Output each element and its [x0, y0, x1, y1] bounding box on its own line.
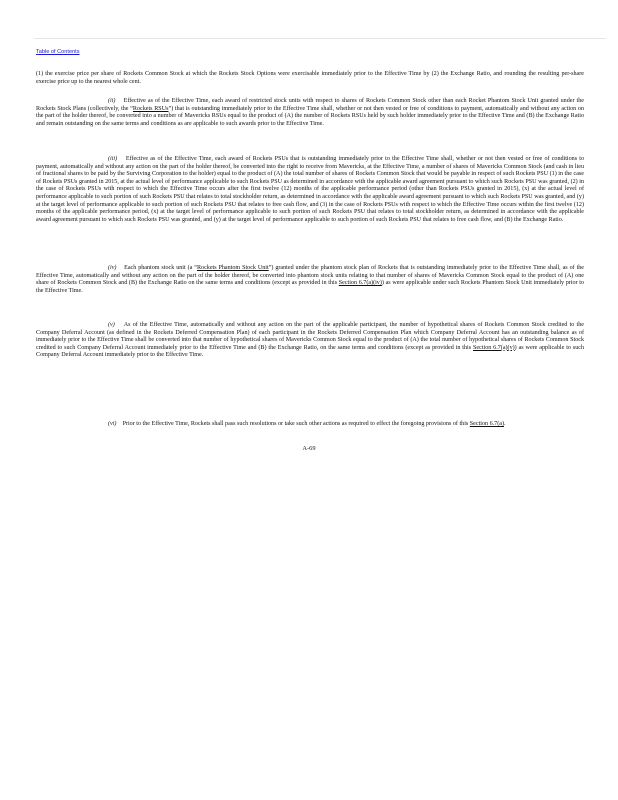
paragraph-text: Each phantom stock unit (a “ [124, 265, 197, 271]
paragraph-text: Prior to the Effective Time, Rockets shall pass such resolutions or take such other actions as required to effect the foregoing provisions of this [122, 421, 469, 427]
clause-number: (vi) [108, 421, 117, 427]
section-reference-link[interactable]: Section 6.7(a)(iv) [338, 280, 382, 287]
clause-number: (iv) [108, 265, 117, 271]
clause-number: (v) [108, 322, 115, 328]
page-number: A-69 [302, 445, 316, 452]
table-of-contents-link[interactable]: Table of Contents [36, 49, 80, 55]
paragraph-text: ”) that is outstanding immediately prior to the Effective Time shall, whether or not then vested or free of conditions to payment, automatically and without any action on the part of the holder thereof, be converted into a number of Mavericks RSUs equal to the product of (A) the number of Rockets RSUs held by such holder immediately prior to the Effective Time and (B) the Exchange Ratio and remain outstanding on the same terms and conditions as are applicable to such awards prior to the Effective Time. [36, 105, 584, 127]
paragraph-deferred-compensation [36, 322, 584, 360]
paragraph-text: Effective as of the Effective Time, each award of restricted stock units with respect to shares of Rockets Common Stock other than each Rocket Phantom Stock Unit granted under the Rockets Stock Plans (collectively, the “ [36, 98, 584, 112]
paragraph-rockets-psus [36, 156, 584, 224]
paragraph-text: As of the Effective Time, automatically and without any action on the part of the applicable participant, the number of hypothetical shares of Rockets Common Stock credited to the Company Deferral Account (as defined in the Rockets Deferred Compensation Plan) of each participant in the Rockets Deferred Compensation Plan which Company Deferral Account has an outstanding balance as of immediately prior to the Effective Time shall be converted into that number of hypothetical shares of Mavericks Common Stock equal to the product of (A) the total number of hypothetical shares of Rockets Common Stock credited to such Company Deferral Account immediately prior to the Effective Time and (B) the Exchange Ratio, on the same terms and conditions (except as provided in this [36, 322, 585, 351]
clause-number: (ii) [108, 98, 116, 104]
paragraph-resolutions [36, 421, 584, 429]
paragraph-text: . [503, 421, 506, 427]
paragraph-exercise-price [36, 71, 584, 86]
paragraph-text: ”) granted under the phantom stock plan of Rockets that is outstanding immediately prior to the Effective Time shall, as of the Effective Time, automatically and without any action on the part of the holder thereof, be converted into phantom stock units relating to that number of shares of Mavericks Common Stock equal to the product of (A) one share of Rockets Common Stock and (B) the Exchange Ratio on the same terms and conditions (except as provided in this [36, 265, 585, 287]
defined-term: Rockets Phantom Stock Unit [196, 265, 269, 271]
header-rule [34, 38, 606, 39]
section-reference-link[interactable]: Section 6.7(a)(v) [473, 344, 515, 351]
paragraph-text: ) as were applicable to such Company Deferral Account immediately prior to the Effective Time. [36, 344, 584, 359]
paragraph-text: Effective as of the Effective Time, each award of Rockets PSUs that is outstanding immediately prior to the Effective Time shall, whether or not then vested or free of conditions to payment, automatically and without any action on the part of the holder thereof, be converted into the right to receive from Mavericks, at the Effective Time, a number of shares of Mavericks Common Stock (and cash in lieu of fractional shares to be paid by the Surviving Corporation to the holder) equal to the product of (A) the total number of shares of Rockets Common Stock that would be payable in respect of such Rockets PSU (1) in the case of Rockets PSUs granted in 2015, at the actual level of performance applicable to such Rockets PSU as determined in accordance with the applicable award agreement pursuant to which such Rockets PSU was granted, (2) in the case of Rockets PSUs with respect to which the Effective Time occurs after the first twelve (12) months of the applicable performance period (other than Rockets PSUs granted in 2015), (x) at the actual level of performance applicable to such portion of such Rockets PSU that relates to total stockholder return, as determined in accordance with the applicable award agreement pursuant to which such Rockets PSU was granted, and (y) at the target level of performance applicable to such portion of such Rockets PSU that relates to free cash flow, and (3) in the case of Rockets PSUs with respect to which the Effective Time occurs within the first twelve (12) months of the applicable performance period, (x) at the target level of performance applicable to such portion of such Rockets PSU that relates to total stockholder return, as determined in accordance with the applicable award agreement pursuant to which such Rockets PSU was granted, and (y) at the target level of performance applicable to such portion of such Rockets PSU that relates to free cash flow, and (B) the Exchange Ratio. [36, 156, 585, 223]
paragraph-text: (1) the exercise price per share of Rockets Common Stock at which the Rockets Stock Options were exercisable immediately prior to the Effective Time by (2) the Exchange Ratio, and rounding the resulting per-share exercise price up to the nearest whole cent. [36, 71, 584, 85]
paragraph-phantom-stock [36, 265, 584, 295]
clause-number: (iii) [108, 156, 118, 162]
section-reference-link[interactable]: Section 6.7(a) [469, 421, 504, 427]
paragraph-text: ) as were applicable under such Rockets Phantom Stock Unit immediately prior to the Effective Time. [36, 280, 584, 294]
paragraph-rockets-rsus [36, 98, 584, 128]
defined-term: Rockets RSUs [132, 105, 169, 112]
